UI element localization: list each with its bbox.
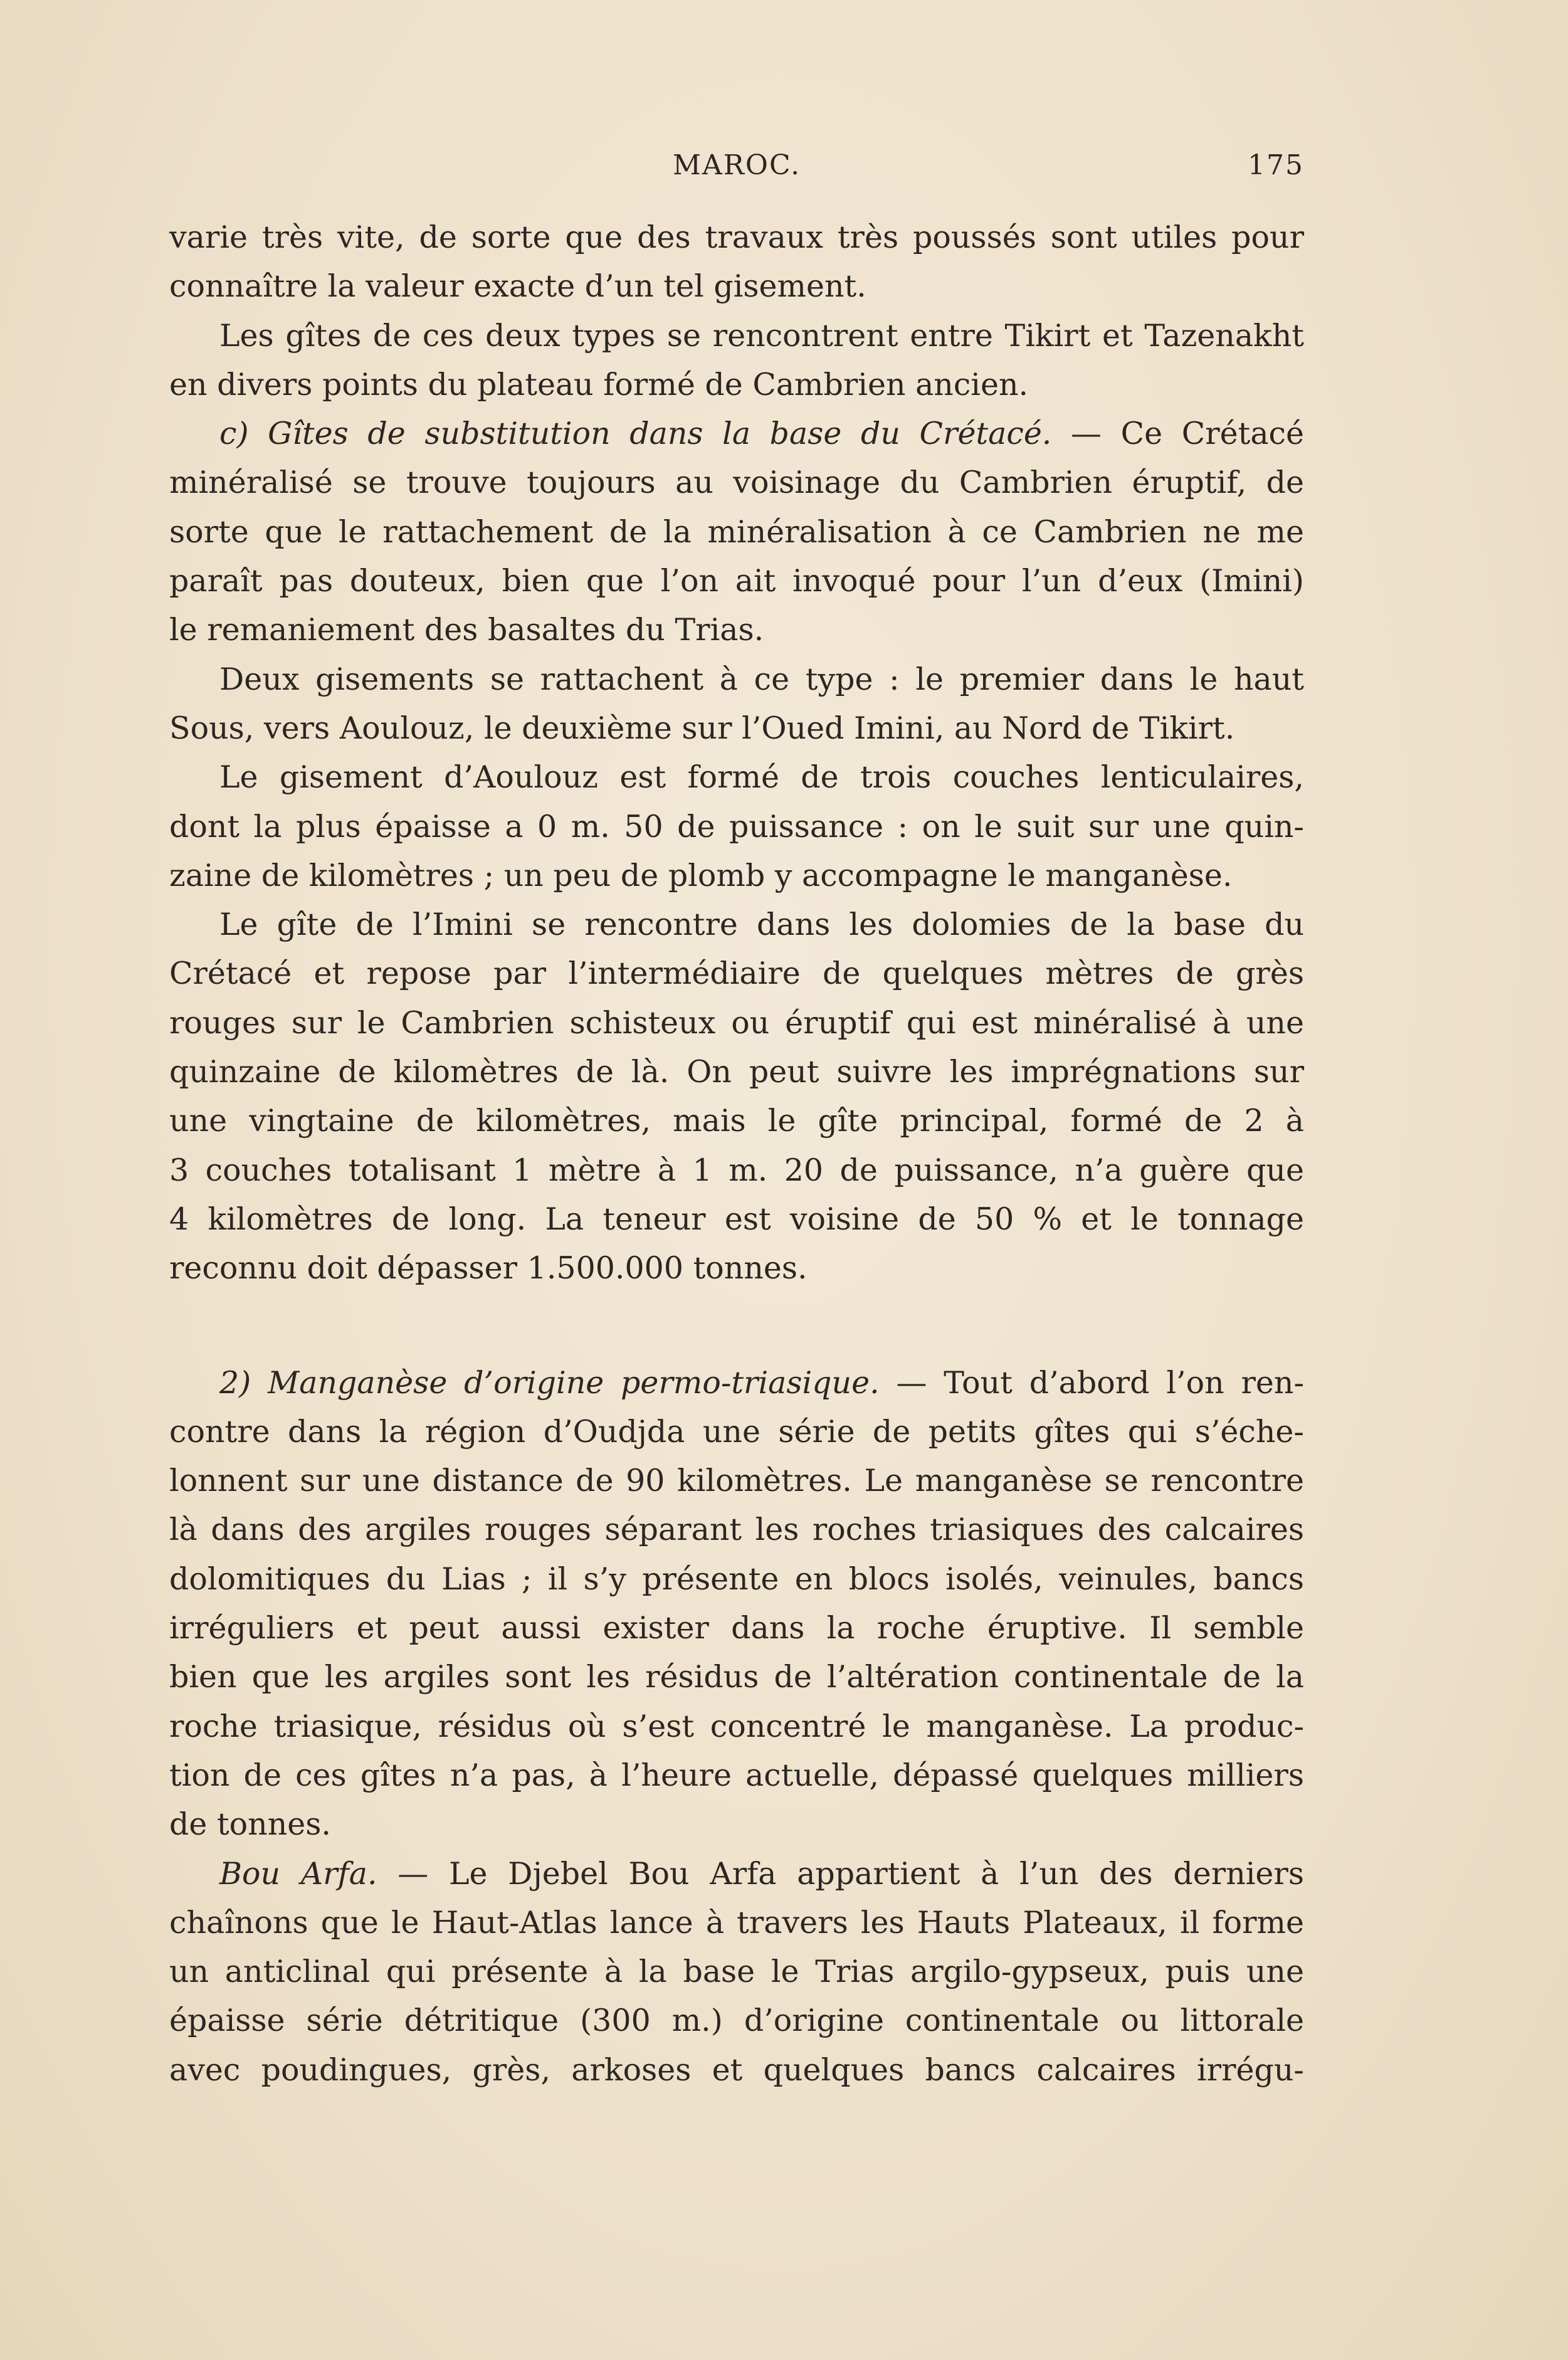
text-line: chaînons que le Haut-Atlas lance à travers les Hauts Plateaux, il forme: [169, 1904, 1304, 1941]
text-line: dont la plus épaisse a 0 m. 50 de puissance : on le suit sur une quin-: [169, 808, 1304, 845]
text-line: quinzaine de kilomètres de là. On peut suivre les imprégnations sur: [169, 1054, 1304, 1090]
text-line: varie très vite, de sorte que des travaux très poussés sont utiles pour: [169, 219, 1304, 255]
text-line: Crétacé et repose par l’intermédiaire de quelques mètres de grès: [169, 956, 1304, 992]
text-line: contre dans la région d’Oudjda une série de petits gîtes qui s’éche-: [169, 1413, 1304, 1450]
paragraph: [169, 213, 1304, 312]
text-line: une vingtaine de kilomètres, mais le gîte principal, formé de 2 à: [169, 1103, 1304, 1139]
text-line: le remaniement des basaltes du Trias.: [169, 612, 764, 648]
text-line: irréguliers et peut aussi exister dans la roche éruptive. Il semble: [169, 1610, 1304, 1646]
text-line: 4 kilomètres de long. La teneur est voisine de 50 % et le tonnage: [169, 1201, 1304, 1237]
subsection-heading: Bou Arfa.: [219, 1855, 377, 1892]
text-line: épaisse série détritique (300 m.) d’origine continentale ou littorale: [169, 2003, 1304, 2039]
text-line: zaine de kilomètres ; un peu de plomb y accompagne le manganèse.: [169, 857, 1233, 893]
paragraph: [169, 312, 1304, 410]
text-line: Les gîtes de ces deux types se rencontrent entre Tikirt et Tazenakht: [219, 317, 1304, 354]
paragraph: [169, 753, 1304, 900]
text-line: Bou Arfa. — Le Djebel Bou Arfa appartient à l’un des derniers: [219, 1855, 1304, 1892]
text-line: en divers points du plateau formé de Cambrien ancien.: [169, 366, 1029, 403]
page-number: 175: [1248, 149, 1304, 181]
paragraph: [169, 900, 1304, 1293]
text-line: lonnent sur une distance de 90 kilomètres. Le manganèse se rencontre: [169, 1463, 1304, 1499]
paragraph: [169, 409, 1304, 655]
text-line: Le gîte de l’Imini se rencontre dans les dolomies de la base du: [219, 907, 1304, 943]
text-line: Le gisement d’Aoulouz est formé de trois couches lenticulaires,: [219, 759, 1304, 796]
text-line: tion de ces gîtes n’a pas, à l’heure actuelle, dépassé quelques milliers: [169, 1757, 1304, 1793]
text-line: minéralisé se trouve toujours au voisinage du Cambrien éruptif, de: [169, 465, 1304, 501]
section-gap: [169, 1293, 1304, 1359]
paragraph: [169, 1359, 1304, 1850]
running-title: MAROC.: [672, 149, 801, 181]
text-line: reconnu doit dépasser 1.500.000 tonnes.: [169, 1250, 808, 1287]
running-head: [169, 149, 1304, 193]
body-text: [169, 213, 1304, 2095]
section-heading: c) Gîtes de substitution dans la base du Crétacé.: [219, 416, 1052, 452]
text-line: c) Gîtes de substitution dans la base du Crétacé. — Ce Crétacé: [219, 416, 1304, 452]
paragraph: [169, 655, 1304, 754]
text-line: Sous, vers Aoulouz, le deuxième sur l’Oued Imini, au Nord de Tikirt.: [169, 710, 1235, 746]
text-line: de tonnes.: [169, 1806, 331, 1843]
text-line: paraît pas douteux, bien que l’on ait invoqué pour l’un d’eux (Imini): [169, 563, 1304, 599]
text-line: connaître la valeur exacte d’un tel gisement.: [169, 268, 866, 305]
paragraph: [169, 1850, 1304, 2095]
text-line: avec poudingues, grès, arkoses et quelques bancs calcaires irrégu-: [169, 2052, 1304, 2088]
text-line: rouges sur le Cambrien schisteux ou éruptif qui est minéralisé à une: [169, 1004, 1304, 1041]
text-line: bien que les argiles sont les résidus de l’altération continentale de la: [169, 1659, 1304, 1695]
text-line: 2) Manganèse d’origine permo-triasique. — Tout d’abord l’on ren-: [219, 1364, 1304, 1401]
text-line: dolomitiques du Lias ; il s’y présente en blocs isolés, veinules, bancs: [169, 1561, 1304, 1597]
text-line: un anticlinal qui présente à la base le Trias argilo-gypseux, puis une: [169, 1954, 1304, 1990]
text-line: 3 couches totalisant 1 mètre à 1 m. 20 de puissance, n’a guère que: [169, 1152, 1304, 1188]
text-line: là dans des argiles rouges séparant les roches triasiques des calcaires: [169, 1512, 1304, 1548]
section-heading: 2) Manganèse d’origine permo-triasique.: [219, 1364, 880, 1401]
text-line: sorte que le rattachement de la minéralisation à ce Cambrien ne me: [169, 514, 1304, 550]
text-line: roche triasique, résidus où s’est concentré le manganèse. La produc-: [169, 1708, 1304, 1744]
text-line: Deux gisements se rattachent à ce type : le premier dans le haut: [219, 661, 1304, 697]
